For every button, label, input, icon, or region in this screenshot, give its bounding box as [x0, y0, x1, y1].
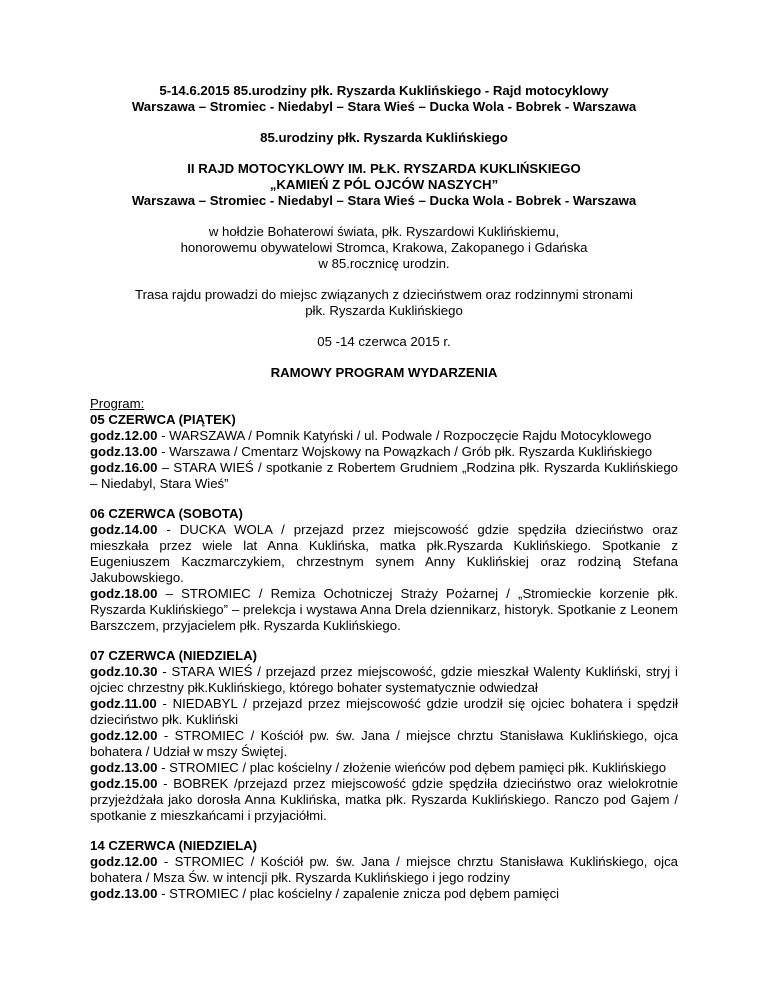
schedule-item — [90, 586, 678, 634]
document-header — [90, 83, 678, 115]
item-text: - WARSZAWA / Pomnik Katyński / ul. Podwale / Rozpoczęcie Rajdu Motocyklowego — [157, 428, 652, 443]
item-time: godz.11.00 — [90, 696, 157, 711]
event-title-block — [90, 161, 678, 209]
item-time: godz.16.00 — [90, 460, 158, 475]
item-time: godz.12.00 — [90, 428, 158, 443]
program-heading: RAMOWY PROGRAM WYDARZENIA — [270, 365, 498, 380]
program-section — [90, 396, 678, 902]
item-time: godz.18.00 — [90, 586, 158, 601]
route-desc-line-2: płk. Ryszarda Kuklińskiego — [305, 303, 463, 318]
schedule-item — [90, 776, 678, 824]
tribute-line-2: honorowemu obywatelowi Stromca, Krakowa, Zakopanego i Gdańska — [180, 240, 588, 255]
item-time: godz.15.00 — [90, 776, 158, 791]
day-heading: 06 CZERWCA (SOBOTA) — [90, 506, 243, 521]
item-text: - STROMIEC / plac kościelny / zapalenie znicza pod dębem pamięci — [157, 886, 560, 901]
header-line-2: Warszawa – Stromiec - Niedabyl – Stara Wieś – Ducka Wola - Bobrek - Warszawa — [131, 99, 637, 114]
item-text: - STROMIEC / Kościół pw. św. Jana / miejsce chrztu Stanisława Kuklińskiego, ojca bohatera / Msza Św. w intencji płk. Ryszarda Kuklińskiego i jego rodziny — [90, 854, 678, 885]
item-time: godz.14.00 — [90, 522, 158, 537]
schedule-item — [90, 760, 678, 776]
day-block — [90, 412, 678, 492]
event-dates: 05 -14 czerwca 2015 r. — [317, 334, 451, 349]
event-title: II RAJD MOTOCYKLOWY IM. PŁK. RYSZARDA KUKLIŃSKIEGO — [187, 161, 581, 176]
route-description — [90, 287, 678, 319]
item-time: godz.12.00 — [90, 854, 158, 869]
event-route: Warszawa – Stromiec - Niedabyl – Stara Wieś – Ducka Wola - Bobrek - Warszawa — [131, 193, 637, 208]
subtitle: 85.urodziny płk. Ryszarda Kuklińskiego — [260, 130, 508, 145]
schedule-item — [90, 428, 678, 444]
day-block — [90, 838, 678, 902]
item-text: - STROMIEC / plac kościelny / złożenie wieńców pod dębem pamięci płk. Kuklińskiego — [157, 760, 667, 775]
day-heading: 14 CZERWCA (NIEDZIELA) — [90, 838, 258, 853]
item-text: - NIEDABYL / przejazd przez miejscowość gdzie urodził się ojciec bohatera i spędził dzieciństwo płk. Kukliński — [90, 696, 678, 727]
item-time: godz.12.00 — [90, 728, 158, 743]
route-desc-line-1: Trasa rajdu prowadzi do miejsc związanych z dzieciństwem oraz rodzinnymi stronami — [135, 287, 633, 302]
event-motto: „KAMIEŃ Z PÓL OJCÓW NASZYCH” — [269, 177, 499, 192]
schedule-item — [90, 444, 678, 460]
schedule-item — [90, 728, 678, 760]
program-label: Program: — [90, 396, 145, 411]
day-heading: 07 CZERWCA (NIEDZIELA) — [90, 648, 258, 663]
tribute-line-1: w hołdzie Bohaterowi świata, płk. Ryszardowi Kuklińskiemu, — [208, 224, 560, 239]
item-time: godz.13.00 — [90, 760, 158, 775]
item-text: – STARA WIEŚ / spotkanie z Robertem Grudniem „Rodzina płk. Ryszarda Kuklińskiego – Niedabyl, Stara Wieś” — [90, 460, 678, 491]
item-text: - STARA WIEŚ / przejazd przez miejscowość, gdzie mieszkał Walenty Kukliński, stryj i ojciec chrzestny płk.Kuklińskiego, którego bohater systematycznie odwiedzał — [90, 664, 678, 695]
item-text: - STROMIEC / Kościół pw. św. Jana / miejsce chrztu Stanisława Kuklińskiego, ojca bohatera / Udział w mszy Świętej. — [90, 728, 678, 759]
tribute-block — [90, 224, 678, 272]
day-block — [90, 648, 678, 824]
item-time: godz.13.00 — [90, 886, 158, 901]
item-time: godz.13.00 — [90, 444, 158, 459]
schedule-item — [90, 664, 678, 696]
day-block — [90, 506, 678, 634]
document-page — [90, 83, 678, 902]
day-heading: 05 CZERWCA (PIĄTEK) — [90, 412, 236, 427]
item-text: - DUCKA WOLA / przejazd przez miejscowość gdzie spędziła dzieciństwo oraz mieszkała przez wiele lat Anna Kuklińska, matka płk.Ryszarda Kuklińskiego. Spotkanie z Eugeniuszem Kaczmarczykiem, chrzestnym synem Anny Kuklińskiej oraz rodziną Stefana Jakubowskiego. — [90, 522, 678, 585]
item-text: – STROMIEC / Remiza Ochotniczej Straży Pożarnej / „Stromieckie korzenie płk. Ryszarda Kuklińskiego” – prelekcja i wystawa Anna Drela dziennikarz, historyk. Spotkanie z Leonem Barszczem, przyjacielem płk. Ryszarda Kuklińskiego. — [90, 586, 678, 633]
header-line-1: 5-14.6.2015 85.urodziny płk. Ryszarda Kuklińskiego - Rajd motocyklowy — [159, 83, 609, 98]
item-time: godz.10.30 — [90, 664, 158, 679]
schedule-item — [90, 460, 678, 492]
schedule-item — [90, 854, 678, 886]
schedule-item — [90, 886, 678, 902]
tribute-line-3: w 85.rocznicę urodzin. — [318, 256, 450, 271]
item-text: - Warszawa / Cmentarz Wojskowy na Powązkach / Grób płk. Ryszarda Kuklińskiego — [157, 444, 653, 459]
schedule-item — [90, 696, 678, 728]
item-text: - BOBREK /przejazd przez miejscowość gdzie spędziła dzieciństwo oraz wielokrotnie przyjeżdżała jako dorosła Anna Kuklińska, matka płk. Ryszarda Kuklińskiego. Ranczo pod Gajem / spotkanie z mieszkańcami i przyjaciółmi. — [90, 776, 678, 823]
schedule-item — [90, 522, 678, 586]
